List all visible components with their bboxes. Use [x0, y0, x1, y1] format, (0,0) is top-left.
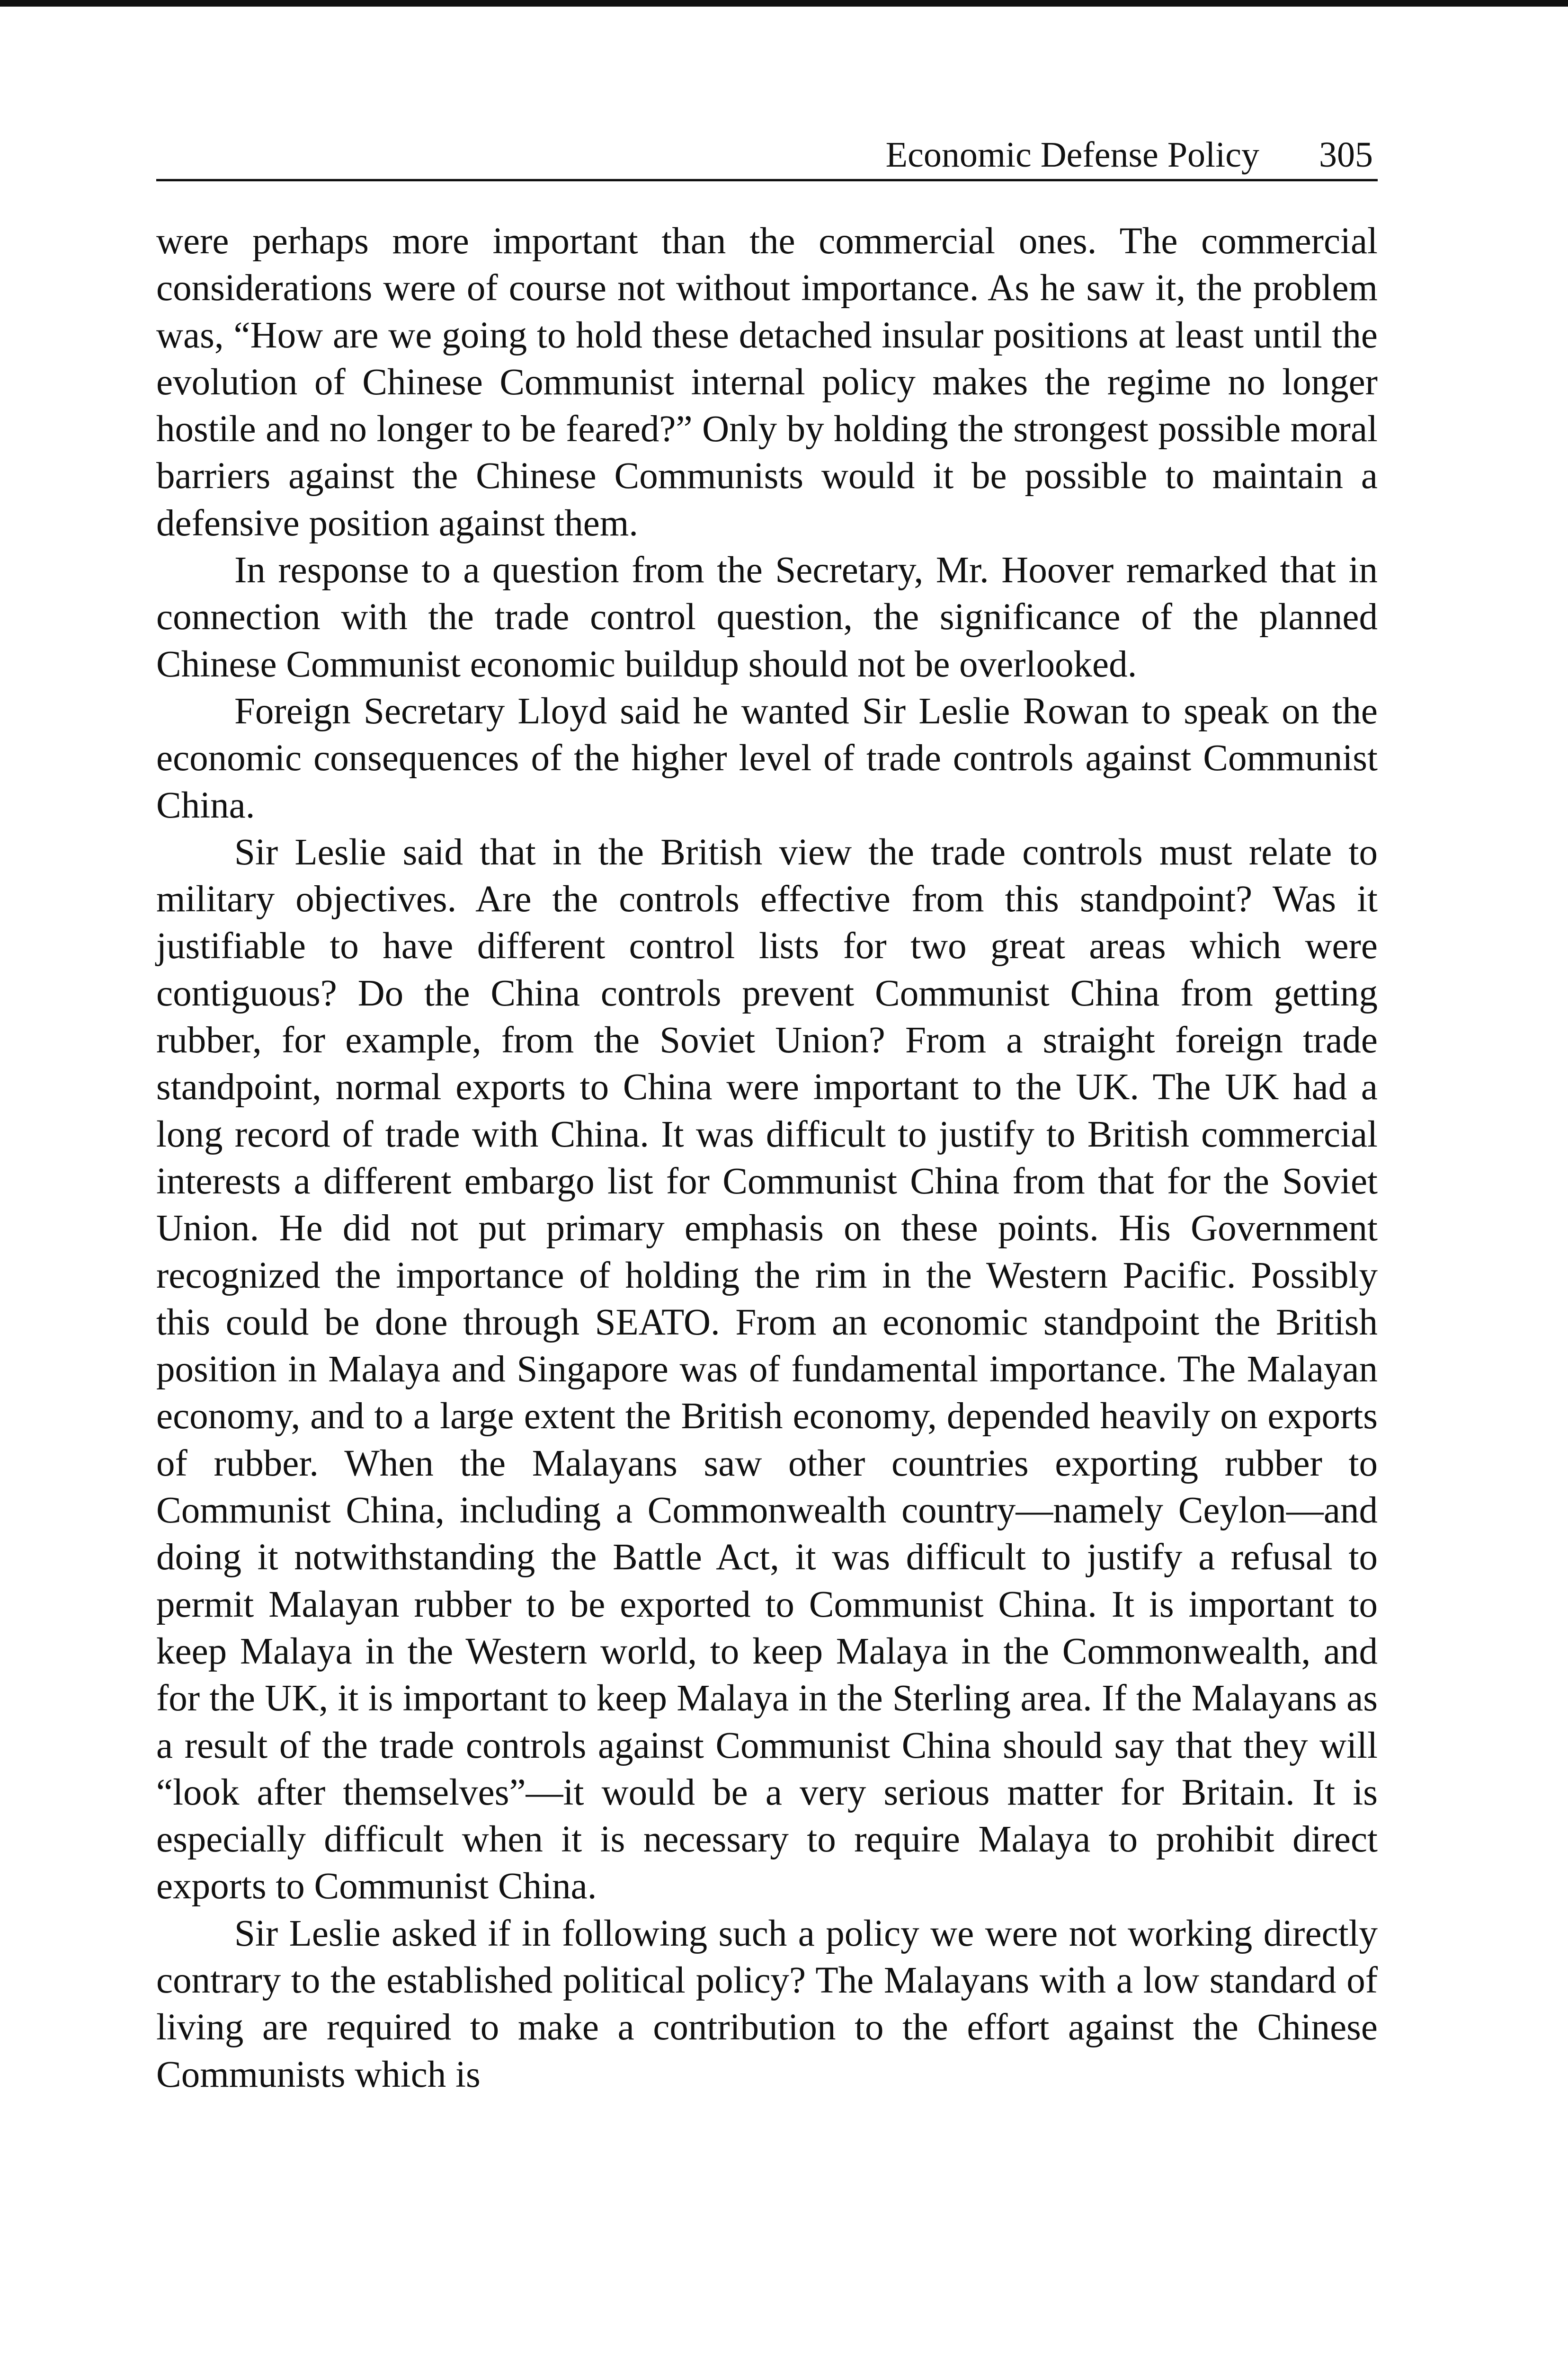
paragraph-lloyd-request: Foreign Secretary Lloyd said he wanted Sir Leslie Rowan to speak on the economic consequences of the higher level of trade controls against Communist China. — [156, 690, 1378, 826]
running-header — [156, 127, 1378, 181]
running-title: Economic Defense Policy — [885, 135, 1259, 175]
body-text — [156, 218, 1378, 2098]
paragraph-hoover-remark: In response to a question from the Secretary, Mr. Hoover remarked that in connection with the trade control question, the significance of the planned Chinese Communist economic buildup should not be overlooked. — [156, 550, 1378, 685]
paragraph-continuation: were perhaps more important than the commercial ones. The commercial considerations were of course not without importance. As he saw it, the problem was, “How are we going to hold these detached insular positions at least until the evolution of Chinese Communist internal policy makes the regime no longer hostile and no longer to be feared?” Only by holding the strongest possible moral barriers against the Chinese Communists would it be possible to maintain a defensive position against them. — [156, 221, 1378, 544]
paragraph-rowan-political-policy: Sir Leslie asked if in following such a policy we were not working directly contrary to the established political policy? The Malayans with a low standard of living are required to make a contribution to the effort against the Chinese Communists which is — [156, 1913, 1378, 2095]
paragraph-rowan-trade-controls: Sir Leslie said that in the British view the trade controls must relate to military objectives. Are the controls effective from this standpoint? Was it justifiable to have different control lists for two great areas which were contiguous? Do the China controls prevent Communist China from getting rubber, for example, from the Soviet Union? From a straight foreign trade standpoint, normal exports to China were important to the UK. The UK had a long record of trade with China. It was difficult to justify to British commercial interests a different embargo list for Communist China from that for the Soviet Union. He did not put primary emphasis on these points. His Government recognized the importance of holding the rim in the Western Pacific. Possibly this could be done through SEATO. From an economic standpoint the British position in Malaya and Singapore was of fundamental importance. The Malayan economy, and to a large extent the British economy, depended heavily on exports of rubber. When the Malayans saw other countries exporting rubber to Communist China, including a Commonwealth country—namely Ceylon—and doing it notwithstanding the Battle Act, it was difficult to justify a refusal to permit Malayan rubber to be exported to Communist China. It is important to keep Malaya in the Western world, to keep Malaya in the Commonwealth, and for the UK, it is important to keep Malaya in the Sterling area. If the Malayans as a result of the trade controls against Communist China should say that they will “look after themselves”—it would be a very serious matter for Britain. It is especially difficult when it is necessary to require Malaya to prohibit direct exports to Communist China. — [156, 831, 1378, 1907]
page-number: 305 — [1319, 135, 1373, 175]
top-border-rule — [0, 0, 1568, 7]
